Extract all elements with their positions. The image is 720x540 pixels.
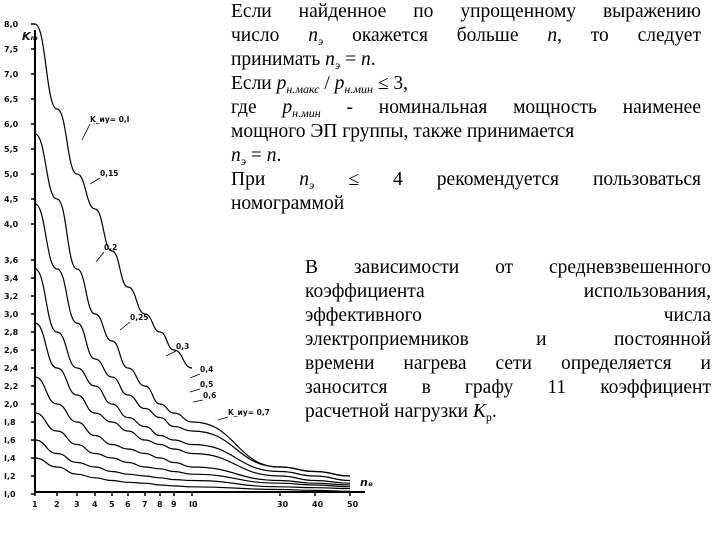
y-tick-label: 3,0 [4, 310, 19, 319]
text-fragment: мощного ЭП группы, также принимается [231, 121, 575, 142]
curve-5 [35, 323, 350, 483]
text-fragment: ≤ 3, [372, 73, 409, 94]
y-tick-label: 5,0 [4, 170, 19, 179]
curve-label-leader [96, 252, 104, 262]
x-tick-label: 5 [109, 500, 115, 509]
text-fragment: электроприемников и постоянной [305, 329, 711, 350]
y-tick-label: 4,5 [4, 195, 19, 204]
y-tick-label: 8,0 [4, 20, 19, 29]
symbol-n: n [299, 169, 310, 190]
x-tick-label: 8 [157, 500, 163, 509]
y-tick-label: 7,0 [4, 70, 19, 79]
text-line [231, 120, 701, 144]
x-tick-label: 30 [277, 500, 289, 509]
text-fragment: . [491, 401, 497, 422]
curve-label: 0,6 [203, 391, 217, 400]
curve-label-leader [193, 400, 203, 402]
text-fragment: . [370, 49, 376, 70]
y-tick-label: I,4 [4, 454, 16, 463]
curve-label: K_иу= 0,7 [228, 408, 270, 417]
text-line [231, 96, 701, 120]
y-tick-label: 6,0 [4, 120, 19, 129]
text-fragment: / [319, 73, 335, 94]
curve-4 [35, 269, 350, 481]
x-tick-label: 50 [347, 500, 359, 509]
curve-label: 0,25 [130, 313, 149, 322]
text-fragment: - номинальная мощность наименее [320, 97, 701, 118]
curve-label-leader [218, 417, 228, 420]
symbol-p: р [282, 97, 293, 118]
y-axis-label: Kₘ [22, 30, 38, 43]
symbol-n: n [325, 49, 335, 70]
subscript-e: э [334, 58, 341, 72]
curve-8 [35, 440, 350, 489]
curve-label: 0,4 [200, 365, 214, 374]
curve-label-leader [190, 374, 200, 378]
text-line [305, 376, 711, 400]
text-line [231, 0, 701, 24]
subscript-e: э [317, 34, 324, 48]
subscript-nmax: н.макс [286, 82, 320, 96]
x-tick-label: 6 [125, 500, 131, 509]
text-fragment: окажется больше [323, 25, 548, 46]
y-tick-label: 2,4 [4, 364, 19, 373]
y-tick-label: I,8 [4, 418, 16, 427]
text-fragment: времени нагрева сети определяется и [305, 353, 711, 374]
symbol-p: р [334, 73, 345, 94]
subscript-nmin: н.мин [344, 82, 373, 96]
y-tick-label: 3,2 [4, 292, 19, 301]
x-tick-label: I0 [189, 500, 198, 509]
symbol-p: р [276, 73, 287, 94]
text-line [231, 72, 701, 96]
text-fragment: номограммой [231, 193, 345, 214]
symbol-n: n [360, 49, 371, 70]
symbol-n: n [547, 25, 558, 46]
text-line [305, 256, 711, 280]
text-line [231, 168, 701, 192]
text-fragment: Если найденное по упрощенному выражению [231, 1, 701, 22]
text-fragment: . [276, 145, 282, 166]
y-tick-label: 5,5 [4, 145, 19, 154]
text-fragment: принимать [231, 49, 326, 70]
subscript-e: э [309, 178, 315, 192]
subscript-r: р [485, 410, 492, 424]
curve-label-leader [166, 351, 176, 356]
x-tick-label: 1 [32, 500, 38, 509]
text-line [231, 192, 701, 216]
symbol-n: n [308, 25, 318, 46]
curve-label: K_иу= 0,I [90, 115, 130, 124]
text-block-top [231, 0, 701, 216]
y-tick-label: I,2 [4, 472, 16, 481]
text-line [305, 280, 711, 304]
x-tick-label: 4 [92, 500, 98, 509]
text-fragment: ≤ 4 рекомендуется пользоваться [314, 169, 701, 190]
symbol-n: n [231, 145, 241, 166]
curve-label: 0,5 [200, 380, 214, 389]
curve-3 [35, 204, 350, 476]
y-tick-label: 2,6 [4, 346, 19, 355]
text-fragment: При [231, 169, 300, 190]
curve-label-leader [120, 322, 130, 330]
y-tick-label: 4,0 [4, 220, 19, 229]
y-tick-label: 3,4 [4, 274, 19, 283]
text-fragment: Если [231, 73, 277, 94]
curve-label-leader [90, 178, 100, 184]
curve-label-leader [190, 389, 200, 392]
text-fragment: , то следует [557, 25, 701, 46]
x-axis-label: nₑ [360, 476, 374, 489]
text-line [231, 144, 701, 168]
symbol-n: n [266, 145, 277, 166]
text-fragment: число [231, 25, 309, 46]
y-tick-label: I,0 [4, 490, 16, 499]
y-tick-label: I,6 [4, 436, 16, 445]
x-tick-label: 2 [54, 500, 60, 509]
text-fragment: В зависимости от средневзвешенного [305, 257, 711, 278]
text-line [305, 352, 711, 376]
text-line [231, 24, 701, 48]
curve-label: 0,2 [104, 243, 118, 252]
text-fragment: расчетной нагрузки [305, 401, 473, 422]
y-tick-label: 2,2 [4, 382, 19, 391]
text-line [231, 48, 701, 72]
symbol-k: К [472, 401, 486, 422]
x-tick-label: 7 [142, 500, 148, 509]
x-tick-label: 9 [171, 500, 177, 509]
y-tick-label: 6,5 [4, 95, 19, 104]
text-line [305, 304, 711, 328]
text-fragment: = [246, 145, 267, 166]
curve-label: 0,3 [176, 342, 190, 351]
text-fragment: эффективного числа [305, 305, 711, 326]
curve-1 [35, 24, 192, 368]
text-fragment: где [231, 97, 283, 118]
text-line [305, 400, 711, 424]
y-tick-label: 7,5 [4, 45, 19, 54]
text-block-bottom [305, 256, 711, 424]
text-line [305, 328, 711, 352]
x-tick-label: 40 [312, 500, 324, 509]
curve-label-leader [82, 124, 90, 140]
curve-label: 0,15 [100, 169, 119, 178]
text-fragment: заносится в графу 11 коэффициент [305, 377, 711, 398]
text-fragment: = [340, 49, 361, 70]
y-tick-label: 2,8 [4, 328, 19, 337]
subscript-nmin: н.мин [292, 106, 321, 120]
y-tick-label: 2,0 [4, 400, 19, 409]
subscript-e: э [240, 154, 247, 168]
text-fragment: коэффициента использования, [305, 281, 711, 302]
y-tick-label: 3,6 [4, 256, 19, 265]
x-tick-label: 3 [74, 500, 80, 509]
